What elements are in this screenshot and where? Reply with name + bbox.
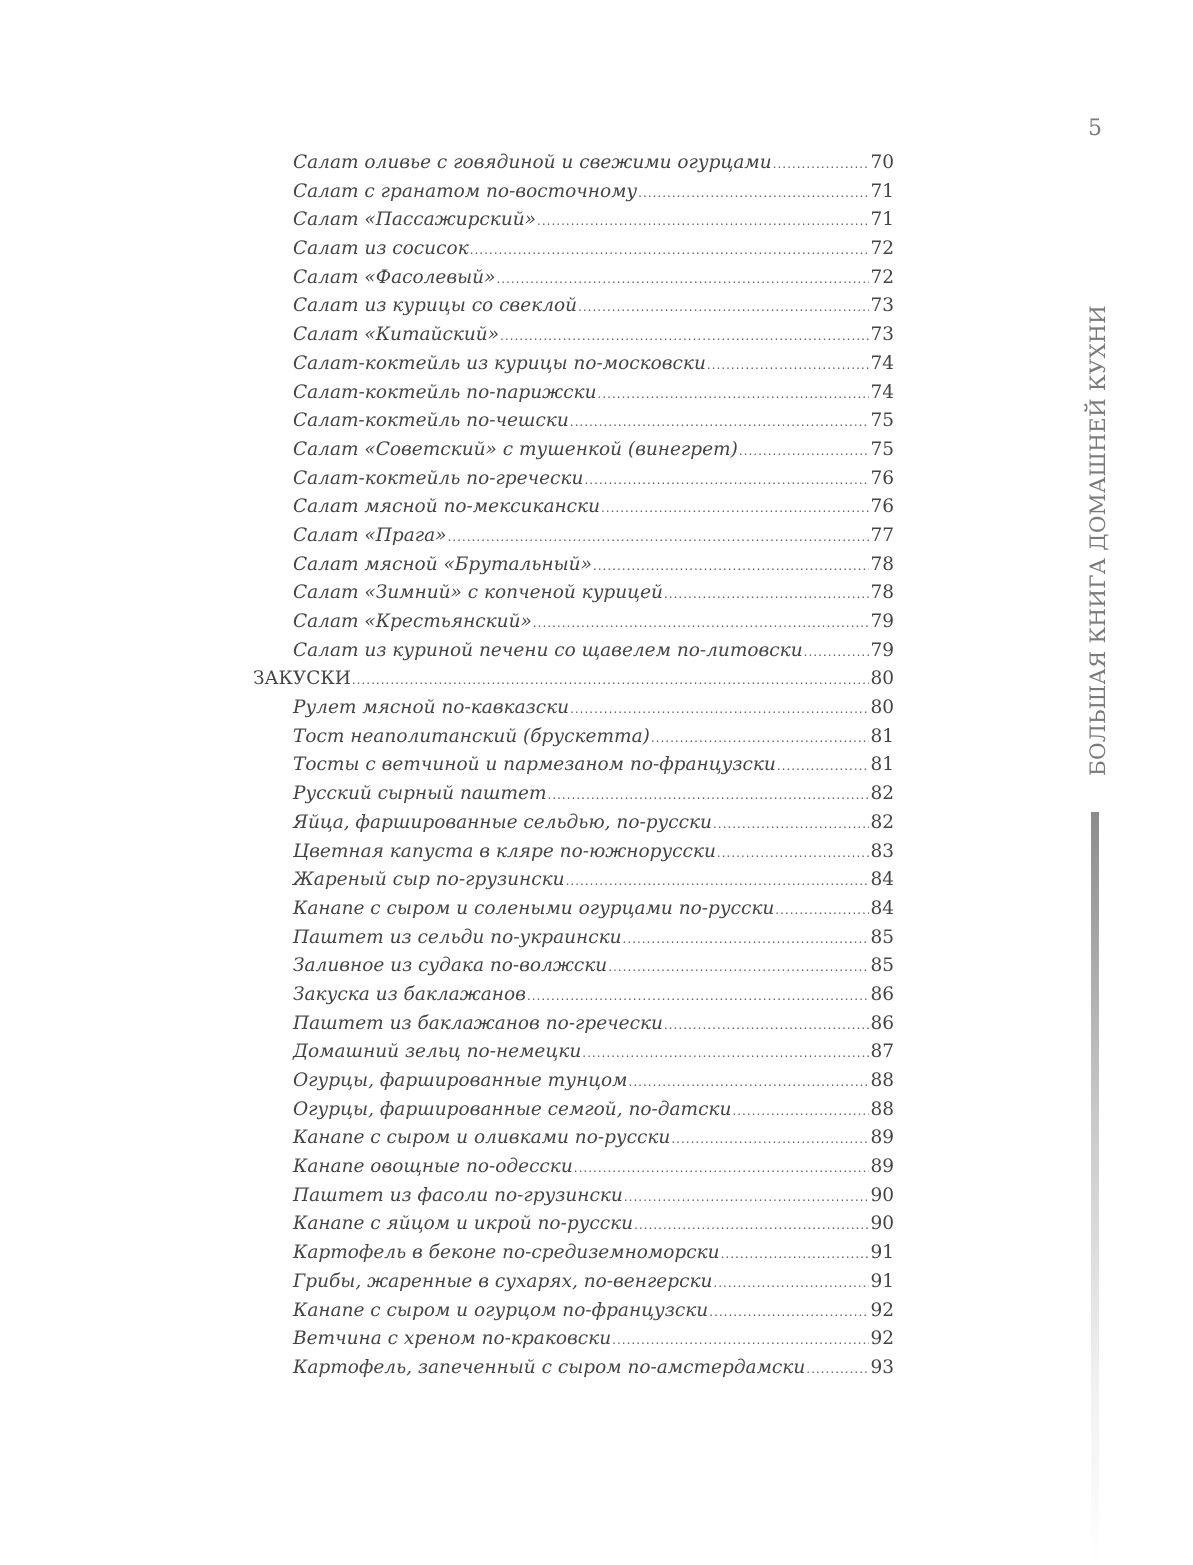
toc-entry-row <box>293 1153 894 1183</box>
toc-entry-title: Канапе с яйцом и икрой по-русски <box>293 1213 634 1235</box>
toc-entry-row <box>293 321 894 351</box>
toc-dot-leader <box>601 494 869 523</box>
toc-entry-row <box>293 149 894 179</box>
toc-entry-row <box>293 1010 894 1040</box>
page-number: 5 <box>1088 116 1102 141</box>
toc-entry-row <box>293 637 894 667</box>
toc-entry-title: Салат с гранатом по-восточному <box>293 180 638 202</box>
toc-entry-page-number: 71 <box>870 209 894 231</box>
toc-entry <box>0 579 1193 608</box>
toc-entry-row <box>293 952 894 982</box>
toc-dot-leader <box>732 1097 869 1126</box>
toc-entry-row <box>293 1096 894 1126</box>
toc-entry-title: Рулет мясной по-кавказски <box>293 697 570 719</box>
toc-entry <box>0 838 1193 867</box>
toc-entry-title: Салат «Пассажирский» <box>293 209 536 231</box>
toc-entry <box>0 235 1193 264</box>
toc-entry <box>0 1010 1193 1039</box>
toc-dot-leader <box>713 810 869 839</box>
toc-dot-leader <box>566 867 870 896</box>
toc-entry <box>0 1325 1193 1354</box>
toc-entry-page-number: 75 <box>870 438 894 460</box>
toc-entry-row <box>293 407 894 437</box>
toc-entry-title: Грибы, жаренные в сухарях, по-венгерски <box>293 1270 713 1292</box>
toc-entry-page-number: 85 <box>870 955 894 977</box>
toc-entry-title: Яйца, фаршированные сельдью, по-русски <box>293 811 712 833</box>
toc-entry-page-number: 73 <box>870 295 894 317</box>
toc-entry <box>0 1268 1193 1297</box>
toc-entry-title: Салат оливье с говядиной и свежими огурцами <box>293 152 772 173</box>
toc-dot-leader <box>593 552 870 581</box>
toc-dot-leader <box>707 351 870 380</box>
toc-dot-leader <box>638 179 869 208</box>
toc-entry-page-number: 90 <box>870 1213 894 1235</box>
toc-entry-row <box>293 1210 894 1240</box>
toc-entry-row <box>293 780 894 810</box>
toc-dot-leader <box>634 1211 869 1240</box>
toc-dot-leader <box>582 1039 869 1068</box>
toc-entry <box>0 321 1193 350</box>
toc-entry <box>0 780 1193 809</box>
toc-dot-leader <box>651 724 870 753</box>
toc-dot-leader <box>570 408 870 437</box>
toc-entry <box>0 1239 1193 1268</box>
toc-entry-title: Цветная капуста в кляре по-южнорусски <box>293 840 716 862</box>
toc-entry <box>0 809 1193 838</box>
toc-entry-title: Закуска из баклажанов <box>293 983 526 1005</box>
toc-entry-page-number: 74 <box>870 381 894 403</box>
toc-entry-page-number: 76 <box>870 467 894 489</box>
toc-entry-title: Салат-коктейль из курицы по-московски <box>293 352 706 374</box>
toc-entry-page-number: 90 <box>870 1184 894 1206</box>
toc-entry <box>0 1124 1193 1153</box>
toc-entry <box>0 1067 1193 1096</box>
toc-entry-row <box>293 924 894 954</box>
toc-dot-leader <box>578 293 869 322</box>
toc-entry-page-number: 89 <box>870 1127 894 1149</box>
toc-entry-title: Огурцы, фаршированные тунцом <box>293 1070 628 1091</box>
toc-entry-row <box>293 694 894 724</box>
toc-entry-row <box>293 465 894 495</box>
toc-entry-row <box>293 292 894 322</box>
toc-entry-title: Салат мясной «Брутальный» <box>293 553 592 575</box>
toc-entry <box>0 1038 1193 1067</box>
toc-entry-page-number: 93 <box>870 1356 894 1378</box>
toc-dot-leader <box>352 666 870 695</box>
toc-dot-leader <box>629 1068 870 1097</box>
toc-entry-title: Салат-коктейль по-гречески <box>293 467 584 489</box>
toc-entry-page-number: 72 <box>870 238 894 260</box>
toc-entry <box>0 981 1193 1010</box>
toc-entry-title: Ветчина с хреном по-краковски <box>293 1328 612 1350</box>
toc-entry-row <box>293 895 894 925</box>
toc-entry-title: Домашний зельц по-немецки <box>293 1041 582 1063</box>
toc-entry <box>0 637 1193 666</box>
toc-entry-title: ЗАКУСКИ <box>253 668 351 690</box>
toc-dot-leader <box>717 839 870 868</box>
toc-entry-title: Канапе с сыром и оливками по-русски <box>293 1127 671 1149</box>
toc-entry <box>0 751 1193 780</box>
toc-entry-title: Салат-коктейль по-чешски <box>293 410 569 432</box>
toc-entry-row <box>293 1297 894 1327</box>
toc-entry <box>0 608 1193 637</box>
toc-entry <box>0 952 1193 981</box>
toc-entry-page-number: 73 <box>870 324 894 346</box>
toc-entry-page-number: 79 <box>870 639 894 661</box>
toc-entry-title: Салат «Китайский» <box>293 324 500 346</box>
toc-entry-row <box>293 1268 894 1298</box>
toc-entry-title: Жареный сыр по-грузински <box>293 869 565 891</box>
toc-entry <box>0 866 1193 895</box>
toc-entry-title: Картофель, запеченный с сыром по-амстердамски <box>293 1356 806 1378</box>
toc-dot-leader <box>775 896 869 925</box>
toc-entry-row <box>293 809 894 839</box>
toc-entry-title: Паштет из сельди по-украински <box>293 926 622 948</box>
toc-entry-title: Русский сырный паштет <box>293 783 547 805</box>
toc-entry-title: Салат «Советский» с тушенкой (винегрет) <box>293 438 738 460</box>
toc-entry <box>0 465 1193 494</box>
toc-entry-row <box>293 178 894 208</box>
toc-dot-leader <box>584 466 869 495</box>
toc-entry-title: Канапе овощные по-одесски <box>293 1156 573 1178</box>
toc-entry-page-number: 87 <box>870 1041 894 1063</box>
toc-entry <box>0 149 1193 178</box>
table-of-contents <box>0 149 1193 1383</box>
toc-entry <box>0 178 1193 207</box>
toc-entry-row <box>293 1067 894 1097</box>
toc-entry <box>0 522 1193 551</box>
toc-dot-leader <box>496 265 869 294</box>
toc-entry-row <box>293 981 894 1011</box>
toc-entry-title: Тосты с ветчиной и пармезаном по-французски <box>293 754 776 776</box>
toc-entry <box>0 407 1193 436</box>
toc-entry-title: Салат из курицы со свеклой <box>293 295 578 317</box>
toc-entry <box>0 350 1193 379</box>
toc-entry <box>0 1153 1193 1182</box>
toc-entry-row <box>293 579 894 609</box>
toc-dot-leader <box>804 638 870 667</box>
toc-dot-leader <box>500 322 869 351</box>
toc-dot-leader <box>533 609 870 638</box>
toc-entry-row <box>293 1354 894 1384</box>
toc-dot-leader <box>739 437 870 466</box>
toc-entry-page-number: 80 <box>870 697 894 719</box>
toc-entry-row <box>293 1182 894 1212</box>
toc-entry-row <box>293 436 894 466</box>
toc-entry-title: Картофель в беконе по-средиземноморски <box>293 1242 720 1264</box>
toc-entry-row <box>293 1239 894 1269</box>
toc-dot-leader <box>664 580 869 609</box>
toc-entry-page-number: 81 <box>870 725 894 747</box>
toc-entry-title: Канапе с сыром и огурцом по-французски <box>293 1299 709 1321</box>
toc-entry <box>0 1354 1193 1383</box>
toc-dot-leader <box>537 207 869 236</box>
toc-dot-leader <box>598 380 870 409</box>
toc-entry-row <box>293 379 894 409</box>
toc-entry-page-number: 77 <box>870 524 894 546</box>
toc-dot-leader <box>612 1326 869 1355</box>
toc-entry-title: Салат «Прага» <box>293 524 447 546</box>
toc-entry <box>0 379 1193 408</box>
toc-entry-row <box>293 608 894 638</box>
toc-entry-page-number: 70 <box>870 152 894 173</box>
toc-entry-title: Огурцы, фаршированные семгой, по-датски <box>293 1098 732 1120</box>
toc-dot-leader <box>608 953 869 982</box>
toc-entry <box>0 264 1193 293</box>
toc-entry <box>0 551 1193 580</box>
running-book-title: БОЛЬШАЯ КНИГА ДОМАШНЕЙ КУХНИ <box>1086 305 1111 776</box>
toc-dot-leader <box>447 523 869 552</box>
toc-dot-leader <box>709 1298 869 1327</box>
toc-entry-page-number: 91 <box>870 1242 894 1264</box>
toc-entry <box>0 1297 1193 1326</box>
toc-dot-leader <box>806 1355 869 1384</box>
toc-entry-page-number: 72 <box>870 266 894 288</box>
toc-entry-page-number: 82 <box>870 783 894 805</box>
toc-dot-leader <box>713 1269 869 1298</box>
toc-entry-title: Салат из сосисок <box>293 238 469 260</box>
toc-entry-page-number: 71 <box>870 180 894 202</box>
toc-entry-title: Салат «Зимний» с копченой курицей <box>293 582 663 604</box>
toc-dot-leader <box>664 1011 870 1040</box>
toc-entry-page-number: 75 <box>870 410 894 432</box>
toc-entry-row <box>293 866 894 896</box>
toc-entry <box>0 436 1193 465</box>
toc-entry-title: Салат мясной по-мексикански <box>293 496 600 518</box>
toc-entry-title: Паштет из баклажанов по-гречески <box>293 1012 663 1034</box>
toc-entry <box>0 493 1193 522</box>
toc-dot-leader <box>623 925 870 954</box>
toc-entry <box>0 1210 1193 1239</box>
toc-entry-page-number: 86 <box>870 1012 894 1034</box>
toc-entry-page-number: 79 <box>870 611 894 632</box>
toc-dot-leader <box>777 752 870 781</box>
toc-entry-page-number: 88 <box>870 1070 894 1091</box>
toc-entry-title: Салат «Фасолевый» <box>293 266 496 288</box>
toc-entry-page-number: 92 <box>870 1299 894 1321</box>
toc-entry-row <box>293 1124 894 1154</box>
toc-entry-page-number: 89 <box>870 1156 894 1178</box>
toc-entry-title: Салат-коктейль по-парижски <box>293 381 597 403</box>
toc-entry <box>0 924 1193 953</box>
toc-entry-page-number: 78 <box>870 553 894 575</box>
toc-entry-row <box>293 551 894 581</box>
toc-entry-page-number: 76 <box>870 496 894 518</box>
toc-entry-row <box>293 206 894 236</box>
toc-entry <box>0 723 1193 752</box>
toc-entry <box>0 206 1193 235</box>
toc-entry-title: Канапе с сыром и солеными огурцами по-русски <box>293 897 775 919</box>
toc-entry-row <box>253 665 894 695</box>
toc-entry <box>0 694 1193 723</box>
toc-entry-title: Салат из куриной печени со щавелем по-литовски <box>293 639 803 661</box>
toc-entry-page-number: 82 <box>870 811 894 833</box>
toc-entry <box>0 1096 1193 1125</box>
toc-entry-row <box>293 235 894 265</box>
toc-dot-leader <box>624 1183 870 1212</box>
toc-entry-page-number: 88 <box>870 1098 894 1120</box>
toc-entry-row <box>293 1038 894 1068</box>
toc-entry-row <box>293 838 894 868</box>
toc-dot-leader <box>671 1125 869 1154</box>
toc-entry-page-number: 92 <box>870 1328 894 1350</box>
toc-entry-row <box>293 1325 894 1355</box>
toc-entry-row <box>293 522 894 552</box>
toc-dot-leader <box>570 695 869 724</box>
toc-entry-page-number: 91 <box>870 1270 894 1292</box>
toc-dot-leader <box>721 1240 870 1269</box>
toc-entry-page-number: 85 <box>870 926 894 948</box>
toc-entry-title: Заливное из судака по-волжски <box>293 955 608 977</box>
toc-entry-title: Тост неаполитанский (брускетта) <box>293 725 650 747</box>
toc-entry <box>0 292 1193 321</box>
toc-entry-page-number: 84 <box>870 897 894 919</box>
toc-entry-row <box>293 264 894 294</box>
toc-dot-leader <box>574 1154 870 1183</box>
toc-entry-page-number: 84 <box>870 869 894 891</box>
toc-entry-page-number: 86 <box>870 983 894 1005</box>
toc-section-entry <box>0 665 1193 694</box>
toc-entry-page-number: 83 <box>870 840 894 862</box>
toc-entry-title: Паштет из фасоли по-грузински <box>293 1184 623 1206</box>
toc-entry <box>0 895 1193 924</box>
toc-entry-page-number: 80 <box>870 668 894 690</box>
toc-entry-page-number: 74 <box>870 352 894 374</box>
toc-dot-leader <box>773 150 870 179</box>
toc-entry <box>0 1182 1193 1211</box>
toc-entry-title: Салат «Крестьянский» <box>293 611 532 632</box>
toc-dot-leader <box>470 236 870 265</box>
toc-entry-row <box>293 723 894 753</box>
toc-entry-row <box>293 493 894 523</box>
toc-entry-page-number: 81 <box>870 754 894 776</box>
toc-dot-leader <box>527 982 870 1011</box>
toc-entry-page-number: 78 <box>870 582 894 604</box>
toc-dot-leader <box>547 781 869 810</box>
toc-entry-row <box>293 751 894 781</box>
toc-entry-row <box>293 350 894 380</box>
